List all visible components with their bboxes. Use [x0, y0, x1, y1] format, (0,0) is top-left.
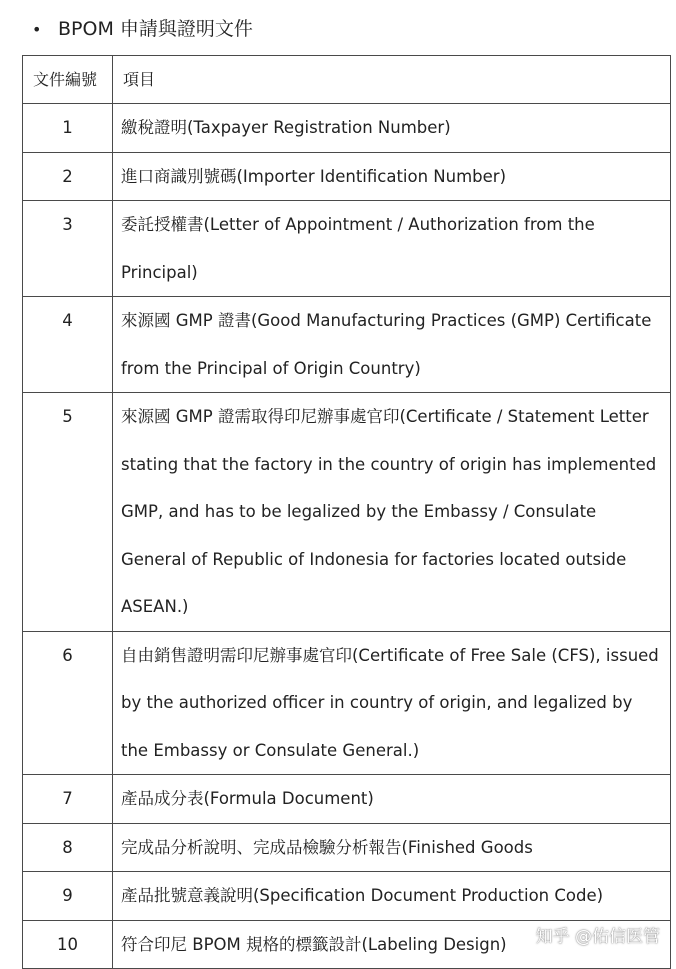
row-item: 來源國 GMP 證需取得印尼辦事處官印(Certificate / Statement Letter stating that the factory in the country of origin has implemented GMP, and has to be legalized by the Embassy / Consulate General of Republic of Indonesia for factories located outside ASEAN.) — [113, 393, 671, 632]
document-table — [22, 55, 671, 969]
row-number: 2 — [23, 152, 113, 201]
table-row — [23, 775, 671, 824]
bullet-marker: • — [32, 20, 42, 39]
header-document-number: 文件編號 — [23, 56, 113, 104]
table-row — [23, 872, 671, 921]
row-number: 4 — [23, 297, 113, 393]
table-row — [23, 152, 671, 201]
table-row — [23, 104, 671, 153]
table-header-row — [23, 56, 671, 104]
section-heading — [32, 14, 253, 45]
row-number: 1 — [23, 104, 113, 153]
row-item: 自由銷售證明需印尼辦事處官印(Certificate of Free Sale (CFS), issued by the authorized officer in country of origin, and legalized by the Embassy or Consulate General.) — [113, 631, 671, 775]
row-item: 進口商識別號碼(Importer Identification Number) — [113, 152, 671, 201]
row-item: 符合印尼 BPOM 規格的標籤設計(Labeling Design) — [113, 920, 671, 969]
row-number: 5 — [23, 393, 113, 632]
heading-title: BPOM 申請與證明文件 — [58, 18, 253, 40]
row-number: 10 — [23, 920, 113, 969]
row-number: 8 — [23, 823, 113, 872]
header-item: 項目 — [113, 56, 671, 104]
row-item: 產品成分表(Formula Document) — [113, 775, 671, 824]
row-item: 繳稅證明(Taxpayer Registration Number) — [113, 104, 671, 153]
row-number: 9 — [23, 872, 113, 921]
table-row — [23, 393, 671, 632]
row-item: 來源國 GMP 證書(Good Manufacturing Practices (GMP) Certificate from the Principal of Origin Country) — [113, 297, 671, 393]
row-item: 產品批號意義說明(Specification Document Production Code) — [113, 872, 671, 921]
row-item: 完成品分析說明、完成品檢驗分析報告(Finished Goods — [113, 823, 671, 872]
table-row — [23, 201, 671, 297]
row-number: 6 — [23, 631, 113, 775]
row-number: 7 — [23, 775, 113, 824]
row-item: 委託授權書(Letter of Appointment / Authorization from the Principal) — [113, 201, 671, 297]
table-row — [23, 631, 671, 775]
table-row — [23, 297, 671, 393]
table-row — [23, 823, 671, 872]
row-number: 3 — [23, 201, 113, 297]
zhihu-watermark: 知乎 @佑信医管 — [535, 927, 660, 947]
